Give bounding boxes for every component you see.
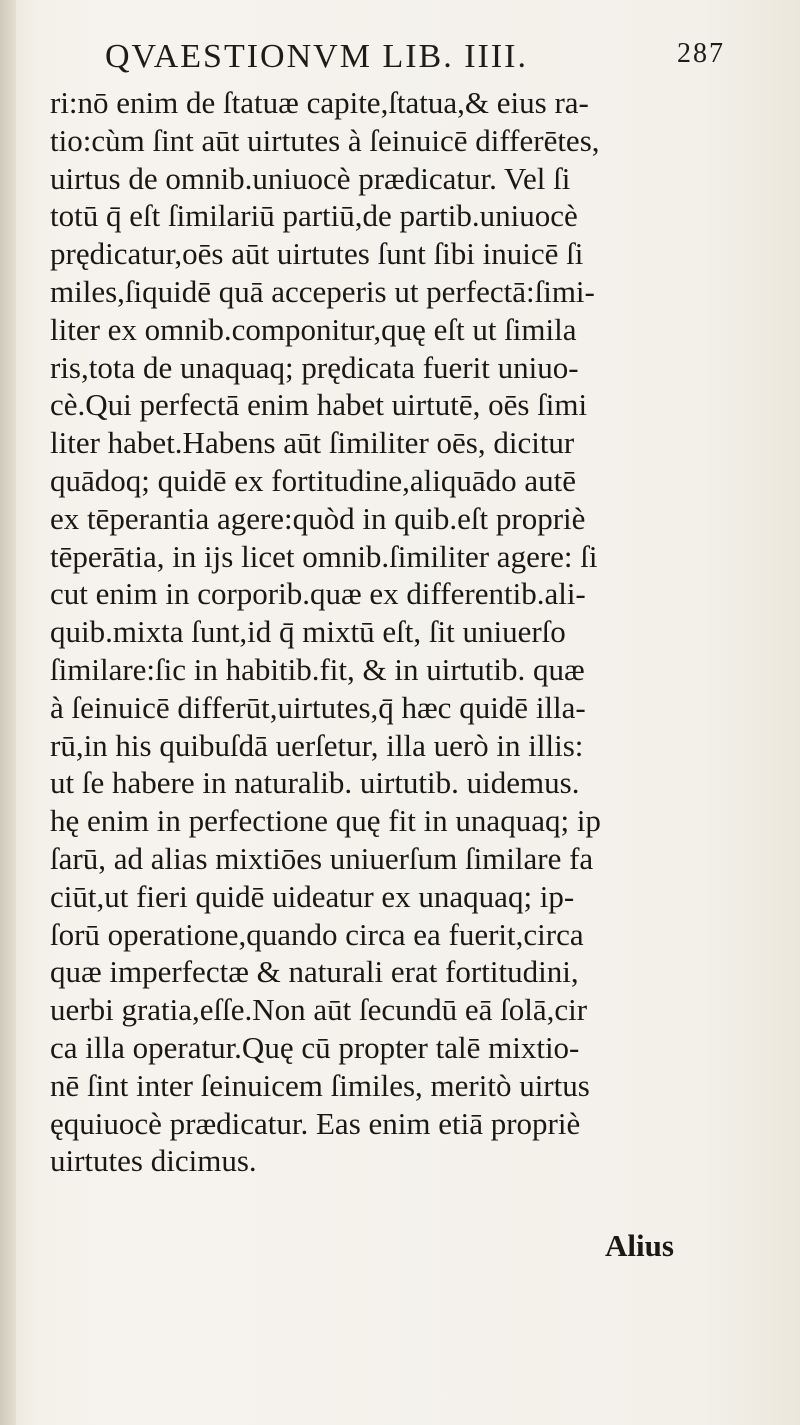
- text-line: ri:nō enim de ſtatuæ capite,ſtatua,& eius ra-: [50, 85, 589, 120]
- text-line: ca illa operatur.Quę cū propter talē mixtio-: [50, 1029, 580, 1065]
- catchword: Alius: [605, 1228, 674, 1263]
- text-line: ris,tota de unaquaq; prędicata fuerit uniuo-: [50, 349, 579, 385]
- running-title: QVAESTIONVM LIB. IIII.: [105, 38, 528, 75]
- text-line: totū q̄ eſt ſimilariū partiū,de partib.uniuocè: [50, 198, 578, 234]
- text-line: tēperātia, in ijs licet omnib.ſimiliter agere: ſi: [50, 538, 598, 574]
- text-line: ſarū, ad alias mixtiōes uniuerſum ſimilare fa: [50, 840, 594, 876]
- text-line: ut ſe habere in naturalib. uirtutib. uidemus.: [50, 765, 580, 801]
- text-line: uerbi gratia,eſſe.Non aūt ſecundū eā ſolā,cir: [50, 992, 588, 1028]
- text-line: cè.Qui perfectā enim habet uirtutē, oēs ſimi: [50, 387, 588, 423]
- text-line: nē ſint inter ſeinuicem ſimiles, meritò uirtus: [50, 1067, 590, 1103]
- binding-edge: [0, 0, 16, 1425]
- text-line: quib.mixta ſunt,id q̄ mixtū eſt, ſit uniuerſo: [50, 614, 566, 650]
- text-line: uirtus de omnib.uniuocè prædicatur. Vel ſi: [50, 160, 571, 196]
- text-line: à ſeinuicē differūt,uirtutes,q̄ hæc quidē illa-: [50, 689, 586, 725]
- page-header: [105, 38, 725, 82]
- text-line: tio:cùm ſint aūt uirtutes à ſeinuicē differētes,: [50, 122, 600, 158]
- text-line: ex tēperantia agere:quòd in quib.eſt propriè: [50, 500, 586, 536]
- text-line: liter ex omnib.componitur,quę eſt ut ſimila: [50, 311, 577, 347]
- text-line: prędicatur,oēs aūt uirtutes ſunt ſibi inuicē ſi: [50, 236, 584, 272]
- text-line: ſorū operatione,quando circa ea fuerit,circa: [50, 916, 584, 952]
- text-line: quæ imperfectæ & naturali erat fortitudini,: [50, 954, 579, 990]
- text-line: ſimilare:ſic in habitib.fit, & in uirtutib. quæ: [50, 651, 585, 687]
- text-line: hę enim in perfectione quę fit in unaquaq; ip: [50, 803, 601, 839]
- body-text: [50, 84, 710, 1180]
- text-line: ęquiuocè prædicatur. Eas enim etiā propriè: [50, 1105, 581, 1141]
- text-line: cut enim in corporib.quæ ex differentib.ali-: [50, 576, 586, 612]
- text-line: rū,in his quibuſdā uerſetur, illa uerò in illis:: [50, 727, 584, 763]
- text-line: quādoq; quidē ex fortitudine,aliquādo autē: [50, 462, 576, 498]
- folio-number: 287: [677, 38, 725, 69]
- text-line: uirtutes dicimus.: [50, 1143, 257, 1179]
- text-line: miles,ſiquidē quā acceperis ut perfectā:ſimi-: [50, 273, 595, 309]
- text-line: liter habet.Habens aūt ſimiliter oēs, dicitur: [50, 425, 575, 461]
- text-line: ciūt,ut fieri quidē uideatur ex unaquaq; ip-: [50, 878, 575, 914]
